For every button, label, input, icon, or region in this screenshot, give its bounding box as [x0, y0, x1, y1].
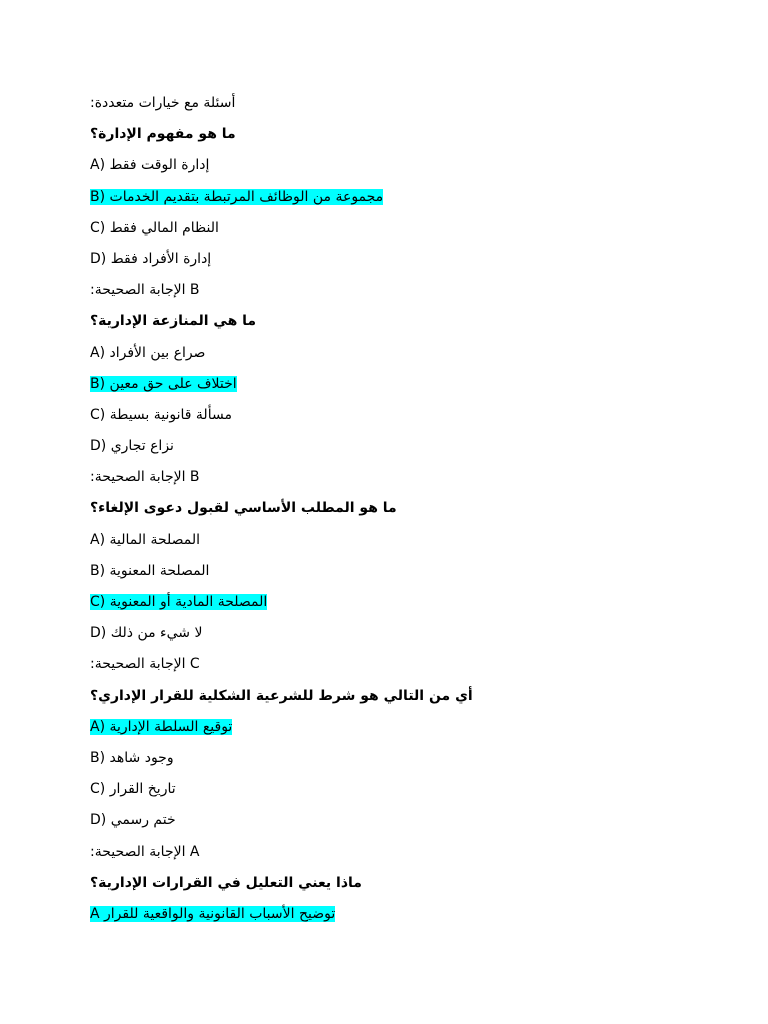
answer-option	[90, 150, 690, 181]
option-body	[90, 345, 205, 361]
option-text: ختم رسمي	[110, 812, 176, 829]
option-letter: B)	[90, 749, 106, 766]
answer-option	[90, 213, 690, 244]
question-text: ما هي المنازعة الإدارية؟	[90, 313, 257, 330]
answer-option	[90, 338, 690, 369]
correct-answer-value: A	[189, 843, 200, 860]
option-text: توقيع السلطة الإدارية	[109, 718, 233, 735]
option-letter: A)	[90, 531, 106, 548]
quiz-header: :أسئلة مع خيارات متعددة	[90, 95, 236, 111]
answer-option	[90, 182, 690, 213]
option-letter: A	[90, 905, 100, 922]
correct-answer-label: :الإجابة الصحيحة	[90, 469, 186, 486]
answer-option	[90, 400, 690, 431]
option-letter: B)	[90, 375, 106, 392]
option-letter: B)	[90, 188, 106, 205]
option-text: المصلحة المالية	[109, 531, 201, 548]
option-body	[90, 781, 176, 797]
option-text: النظام المالي فقط	[109, 219, 219, 236]
option-body	[90, 251, 211, 267]
highlighted-option	[90, 189, 383, 205]
highlighted-option	[90, 594, 267, 610]
answer-option	[90, 431, 690, 462]
option-letter: A)	[90, 157, 106, 174]
answer-option	[90, 899, 690, 930]
question-title	[90, 868, 690, 899]
option-text: مجموعة من الوظائف المرتبطة بتقديم الخدمات	[109, 188, 384, 205]
question-text: ما هو المطلب الأساسي لقبول دعوى الإلغاء؟	[90, 500, 397, 517]
option-body	[90, 532, 200, 548]
answer-option	[90, 369, 690, 400]
answer-option	[90, 244, 690, 275]
highlighted-option	[90, 906, 335, 922]
option-letter: C)	[90, 781, 106, 798]
question-text: أي من التالي هو شرط للشرعية الشكلية للقرار الإداري؟	[90, 687, 473, 704]
option-body	[90, 812, 176, 828]
answer-option	[90, 712, 690, 743]
answer-option	[90, 556, 690, 587]
question-title	[90, 681, 690, 712]
option-text: اختلاف على حق معين	[109, 375, 237, 392]
option-text: نزاع تجاري	[110, 438, 174, 455]
highlighted-option	[90, 376, 237, 392]
option-letter: D)	[90, 812, 107, 829]
correct-answer-label: :الإجابة الصحيحة	[90, 282, 186, 299]
option-letter: C)	[90, 219, 106, 236]
question-text: ماذا يعني التعليل في القرارات الإدارية؟	[90, 874, 362, 891]
answer-option	[90, 587, 690, 618]
correct-answer-value: B	[189, 469, 200, 486]
question-text: ما هو مفهوم الإدارة؟	[90, 126, 236, 143]
answer-option	[90, 805, 690, 836]
option-letter: B)	[90, 562, 106, 579]
option-text: توضيح الأسباب القانونية والواقعية للقرار	[104, 905, 336, 922]
option-text: المصلحة المادية أو المعنوية	[109, 594, 268, 610]
option-body	[90, 220, 219, 236]
question-title	[90, 306, 690, 337]
option-body	[90, 438, 174, 454]
correct-answer	[90, 275, 690, 306]
option-text: تاريخ القرار	[109, 781, 176, 798]
answer-option	[90, 618, 690, 649]
option-letter: D)	[90, 625, 107, 642]
option-letter: C)	[90, 594, 106, 610]
option-letter: C)	[90, 406, 106, 423]
correct-answer	[90, 649, 690, 680]
option-text: مسألة قانونية بسيطة	[109, 406, 232, 423]
highlighted-option	[90, 719, 232, 735]
option-letter: A)	[90, 718, 106, 735]
quiz-content	[90, 88, 690, 930]
answer-option	[90, 525, 690, 556]
correct-answer-label: :الإجابة الصحيحة	[90, 843, 186, 860]
option-text: إدارة الوقت فقط	[109, 157, 210, 174]
option-body	[90, 407, 232, 423]
answer-option	[90, 743, 690, 774]
correct-answer-value: B	[189, 282, 200, 299]
correct-answer-value: C	[189, 656, 200, 673]
option-text: صراع بين الأفراد	[109, 344, 206, 361]
option-text: وجود شاهد	[109, 749, 174, 766]
option-letter: D)	[90, 250, 107, 267]
question-title	[90, 493, 690, 524]
option-text: لا شيء من ذلك	[110, 625, 203, 642]
option-body	[90, 625, 202, 641]
option-letter: D)	[90, 438, 107, 455]
option-text: المصلحة المعنوية	[109, 562, 210, 579]
option-body	[90, 750, 174, 766]
correct-answer	[90, 462, 690, 493]
option-text: إدارة الأفراد فقط	[110, 250, 212, 267]
option-letter: A)	[90, 344, 106, 361]
option-body	[90, 157, 209, 173]
correct-answer	[90, 837, 690, 868]
option-body	[90, 563, 209, 579]
question-title	[90, 119, 690, 150]
answer-option	[90, 774, 690, 805]
correct-answer-label: :الإجابة الصحيحة	[90, 656, 186, 673]
